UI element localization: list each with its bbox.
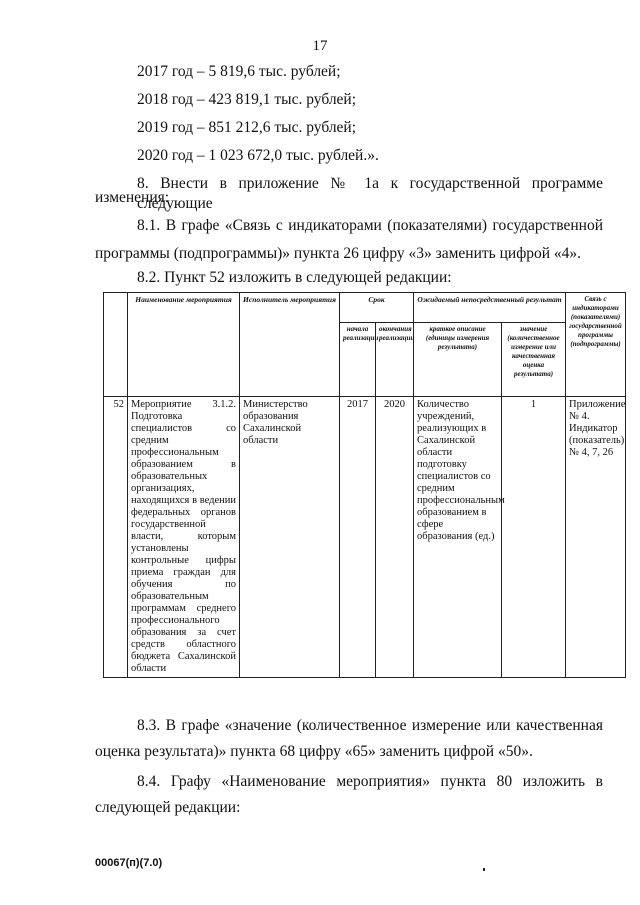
- item-8-4-line-1: 8.4. Графу «Наименование мероприятия» пункта 80 изложить в: [137, 773, 603, 790]
- item-8-2: 8.2. Пункт 52 изложить в следующей редакции:: [137, 269, 452, 286]
- header-term: Срок: [340, 293, 414, 323]
- scan-dot: [483, 868, 485, 871]
- item-8-1-line-2: программы (подпрограммы)» пункта 26 цифру «3» заменить цифрой «4».: [95, 245, 582, 262]
- measures-table: [103, 292, 626, 678]
- item-8-3-line-2: оценка результата)» пункта 68 цифру «65» заменить цифрой «50».: [95, 743, 533, 760]
- document-code: 00067(п)(7.0): [95, 857, 163, 869]
- header-short-desc: краткое описание (единицы измерения результата): [414, 323, 502, 397]
- header-value: значение (количественное измерение или качественная оценка результата): [502, 323, 566, 397]
- item-8-line-2: изменения:: [95, 189, 170, 206]
- header-expected: Ожидаемый непосредственный результат: [414, 293, 566, 323]
- item-8-4-line-2: следующей редакции:: [95, 799, 241, 816]
- page-number: 17: [312, 38, 328, 54]
- table-header-row: [104, 293, 626, 323]
- table-row: [104, 397, 626, 678]
- budget-line-2020: 2020 год – 1 023 672,0 тыс. рублей.».: [137, 147, 379, 164]
- budget-line-2018: 2018 год – 423 819,1 тыс. рублей;: [137, 91, 357, 108]
- item-8-3-line-1: 8.3. В графе «значение (количественное измерение или качественная: [137, 717, 603, 734]
- cell-end: 2020: [376, 397, 414, 678]
- cell-name: Мероприятие 3.1.2. Подготовка специалистов со средним профессиональным образованием в образовательных организациях, находящихся в ведении федеральных органов государственной власти, которым установлены контрольные цифры приема граждан для обучения по образовательным программам среднего профессионального образования за счет средств областного бюджета Сахалинской области: [128, 397, 240, 678]
- cell-start: 2017: [340, 397, 376, 678]
- budget-line-2019: 2019 год – 851 212,6 тыс. рублей;: [137, 119, 357, 136]
- header-end: окончания реализации: [376, 323, 414, 397]
- cell-link: Приложение № 4. Индикатор (показатель) № 4, 7, 26: [566, 397, 626, 678]
- cell-number: 52: [104, 397, 128, 678]
- header-name: Наименование мероприятия: [128, 293, 240, 397]
- item-8-line-1: 8. Внести в приложение № 1а к государственной программе следующие: [137, 175, 603, 212]
- header-link: Связь с индикаторами (показателями) государственной программы (подпрограммы): [566, 293, 626, 397]
- header-number: [104, 293, 128, 397]
- cell-value: 1: [502, 397, 566, 678]
- header-executor: Исполнитель мероприятия: [240, 293, 340, 397]
- header-start: начала реализации: [340, 323, 376, 397]
- cell-executor: Министерство образования Сахалинской области: [240, 397, 340, 678]
- item-8-1-line-1: 8.1. В графе «Связь с индикаторами (показателями) государственной: [137, 217, 603, 234]
- budget-line-2017: 2017 год – 5 819,6 тыс. рублей;: [137, 63, 341, 80]
- cell-desc: Количество учреждений, реализующих в Сахалинской области подготовку специалистов со средним профессиональным образованием в сфере образования (ед.): [414, 397, 502, 678]
